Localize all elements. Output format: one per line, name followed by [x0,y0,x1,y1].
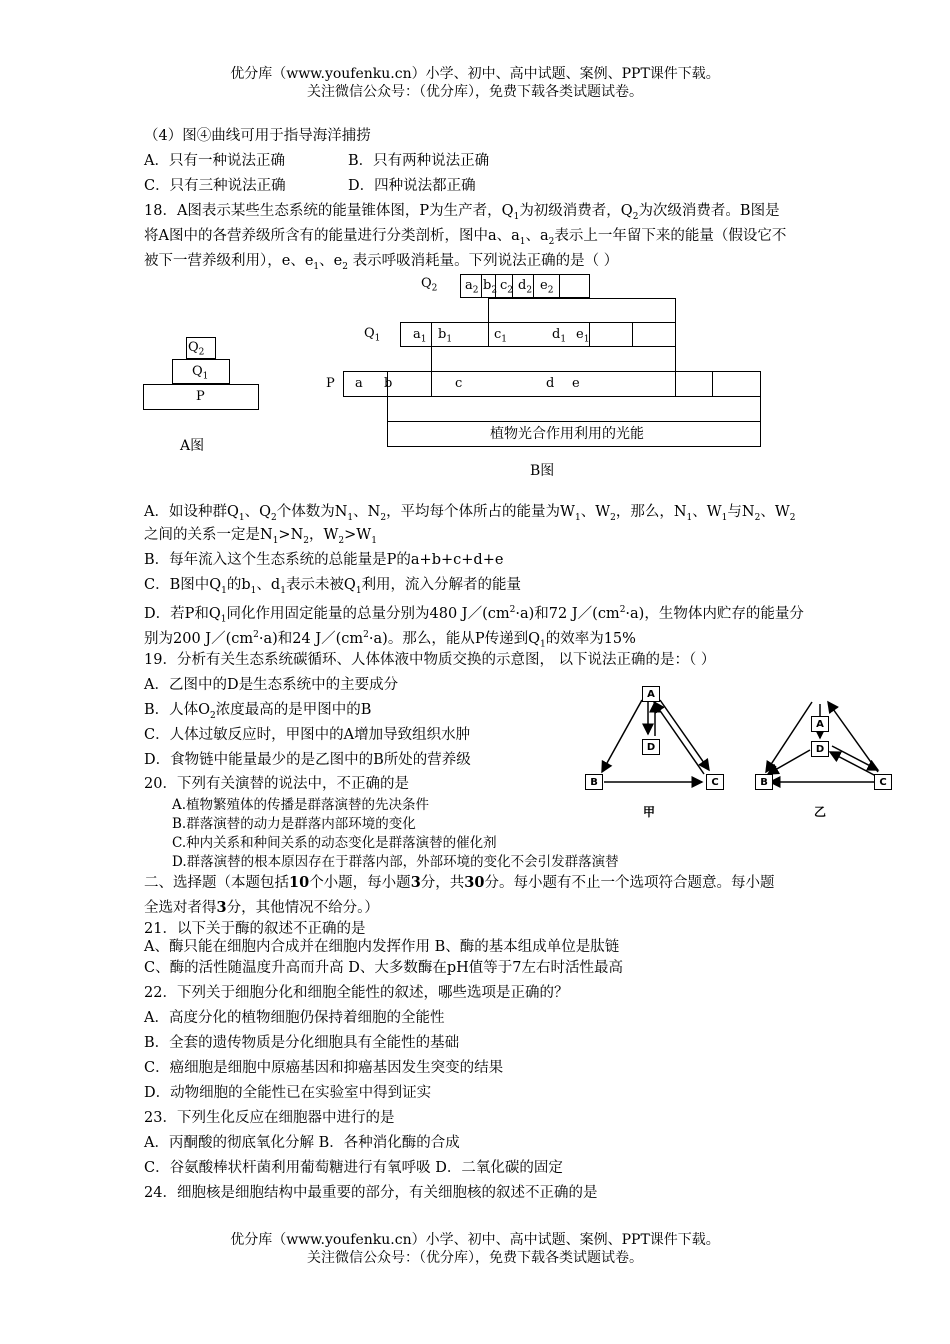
q1-c-label: $c_1$ [494,327,508,345]
q18-option-d-line1: D．若P和$Q_1$同化作用固定能量的总量分别为480 $J/(cm^2\cdot a)$和72 $J/(cm^2\cdot a)$，生物体内贮存的能量分 [144,605,804,625]
q19-option-a: A．乙图中的D是生态系统中的主要成分 [144,677,399,693]
q2-a-label: $a_2$ [465,278,479,296]
q23-options-ab: A．丙酮酸的彻底氧化分解 B．各种消化酶的合成 [144,1135,460,1151]
q17-option-c: C．只有三种说法正确 [144,178,286,194]
q20-option-d: D.群落演替的根本原因存在于群落内部，外部环境的变化不会引发群落演替 [172,854,619,870]
p-d-label: d [546,376,555,391]
q17-option-a: A．只有一种说法正确 [144,153,285,169]
jia-arrows [578,680,748,820]
q18-option-a-line1: A．如设种群$Q_1$、$Q_2$个体数为$N_1$、$N_2$，平均每个体所占的能量为$W_1$、$W_2$，那么，$N_1$、$W_1$与$N_2$、$W_2$ [144,504,796,523]
light-energy-label: 植物光合作用利用的光能 [490,426,644,442]
q1-divider [488,322,489,347]
q21-stem: 21．以下关于酶的叙述不正确的是 [144,921,366,937]
q18-stem-line1: 18．A图表示某些生态系统的能量锥体图，P为生产者，$Q_1$为初级消费者，$Q_2$为次级消费者。B图是 [144,203,780,222]
connector-line [387,397,388,421]
connector-line [488,298,675,299]
connector-line [675,347,676,371]
q2-b-label: $b_2$ [483,278,498,296]
pyramid-q2-label: $Q_2$ [188,340,205,358]
q22-option-d: D．动物细胞的全能性已在实验室中得到证实 [144,1085,432,1101]
jia-node-a: A [642,686,660,702]
q21-options-ab: A、酶只能在细胞内合成并在细胞内发挥作用 B、酶的基本组成单位是肽链 [144,939,620,955]
q1-a-label: $a_1$ [413,327,427,345]
q20-stem: 20．下列有关演替的说法中，不正确的是 [144,776,409,792]
jia-node-c: C [706,774,724,790]
connector-line [760,397,761,421]
yi-node-d: D [811,741,829,757]
p-e-label: e [572,376,580,391]
q22-option-a: A．高度分化的植物细胞仍保持着细胞的全能性 [144,1010,445,1026]
p-b-label: b [384,376,393,391]
q1-d-label: $d_1$ [552,327,567,345]
q2-divider [481,274,482,298]
p-divider [675,371,676,397]
q22-option-b: B．全套的遗传物质是分化细胞具有全能性的基础 [144,1035,460,1051]
q18-option-b: B．每年流入这个生态系统的总能量是P的a+b+c+d+e [144,552,504,568]
q18-option-c: C．B图中$Q_1$的$b_1$、$d_1$表示未被$Q_1$利用，流入分解者的能量 [144,577,522,596]
section2-heading-line2: 全选对者得3分，其他情况不给分。） [144,899,379,916]
q18-option-d-line2: 别为200 $J/(cm^2\cdot a)$和24 $J/(cm^2\cdot a)$。那么，能从P传递到$Q_1$的效率为15% [144,630,636,650]
figure-b-caption: B图 [530,463,555,479]
connector-line [675,298,676,322]
connector-line [488,298,489,322]
jia-node-b: B [585,774,603,790]
q1-b-label: $b_1$ [438,327,453,345]
row-q1-label: $Q_1$ [364,326,381,344]
section2-heading-line1: 二、选择题（本题包括10个小题，每小题3分，共30分。每小题有不止一个选项符合题意。每小题 [144,874,775,891]
q2-d-label: $d_2$ [518,278,533,296]
page-footer-line2: 关注微信公众号：（优分库），免费下载各类试题试卷。 [307,1250,643,1266]
jia-node-d: D [642,739,660,755]
q23-stem: 23．下列生化反应在细胞器中进行的是 [144,1110,395,1126]
q22-stem: 22．下列关于细胞分化和细胞全能性的叙述，哪些选项是正确的？ [144,985,569,1001]
q17-option-d: D．四种说法都正确 [348,178,476,194]
p-divider [712,371,713,397]
q21-options-cd: C、酶的活性随温度升高而升高 D、大多数酶在pH值等于7左右时活性最高 [144,960,623,976]
q17-item4: （4）图④曲线可用于指导海洋捕捞 [144,128,371,144]
row-q2-label: $Q_2$ [421,276,438,294]
q1-e-label: $e_1$ [576,327,590,345]
q18-stem-line3: 被下一营养级利用），e、$e_1$、$e_2$ 表示呼吸消耗量。下列说法正确的是（ ） [144,253,619,272]
yi-caption: 乙 [814,805,827,819]
page-header-line1: 优分库（www.youfenku.cn）小学、初中、高中试题、案例、PPT课件下载。 [230,66,720,82]
p-c-label: c [455,376,463,391]
q22-option-c: C．癌细胞是细胞中原癌基因和抑癌基因发生突变的结果 [144,1060,504,1076]
q19-option-b: B．人体$O_2$浓度最高的是甲图中的B [144,702,372,721]
q20-option-b: B.群落演替的动力是群落内部环境的变化 [172,816,416,832]
page-footer-line1: 优分库（www.youfenku.cn）小学、初中、高中试题、案例、PPT课件下载。 [230,1232,720,1248]
p-divider [431,371,432,397]
p-a-label: a [355,376,363,391]
page-header-line2: 关注微信公众号：（优分库），免费下载各类试题试卷。 [307,84,643,100]
pyramid-q1-label: $Q_1$ [192,364,209,382]
yi-node-b: B [755,774,773,790]
q20-option-c: C.种内关系和种间关系的动态变化是群落演替的催化剂 [172,835,497,851]
q2-divider [533,274,534,298]
figure-a-caption: A图 [180,438,205,454]
q18-option-a-line2: 之间的关系一定是$N_1>N_2$，$W_2>W_1$ [144,527,377,546]
q2-e-label: $e_2$ [540,278,554,296]
connector-line [431,347,432,371]
q17-option-b: B．只有两种说法正确 [348,153,490,169]
q19-option-d: D．食物链中能量最少的是乙图中的B所处的营养级 [144,752,471,768]
pyramid-p-label: P [196,389,205,404]
q24-stem: 24．细胞核是细胞结构中最重要的部分，有关细胞核的叙述不正确的是 [144,1185,598,1201]
q20-option-a: A.植物繁殖体的传播是群落演替的先决条件 [172,797,430,813]
q2-divider [559,274,560,298]
jia-caption: 甲 [643,805,656,819]
q23-options-cd: C．谷氨酸棒状杆菌利用葡萄糖进行有氧呼吸 D．二氧化碳的固定 [144,1160,563,1176]
q19-option-c: C．人体过敏反应时，甲图中的A增加导致组织水肿 [144,727,471,743]
yi-node-a: A [811,716,829,732]
yi-node-c: C [874,774,892,790]
q1-divider [431,322,432,347]
q2-c-label: $c_2$ [500,278,514,296]
row-p-label: P [326,376,335,391]
q18-stem-line2: 将A图中的各营养级所含有的能量进行分类剖析，图中a、$a_1$、$a_2$表示上一年留下来的能量（假设它不 [144,228,787,247]
q1-divider [632,322,633,347]
q19-stem: 19．分析有关生态系统碳循环、人体体液中物质交换的示意图， 以下说法正确的是：（ ） [144,652,716,668]
